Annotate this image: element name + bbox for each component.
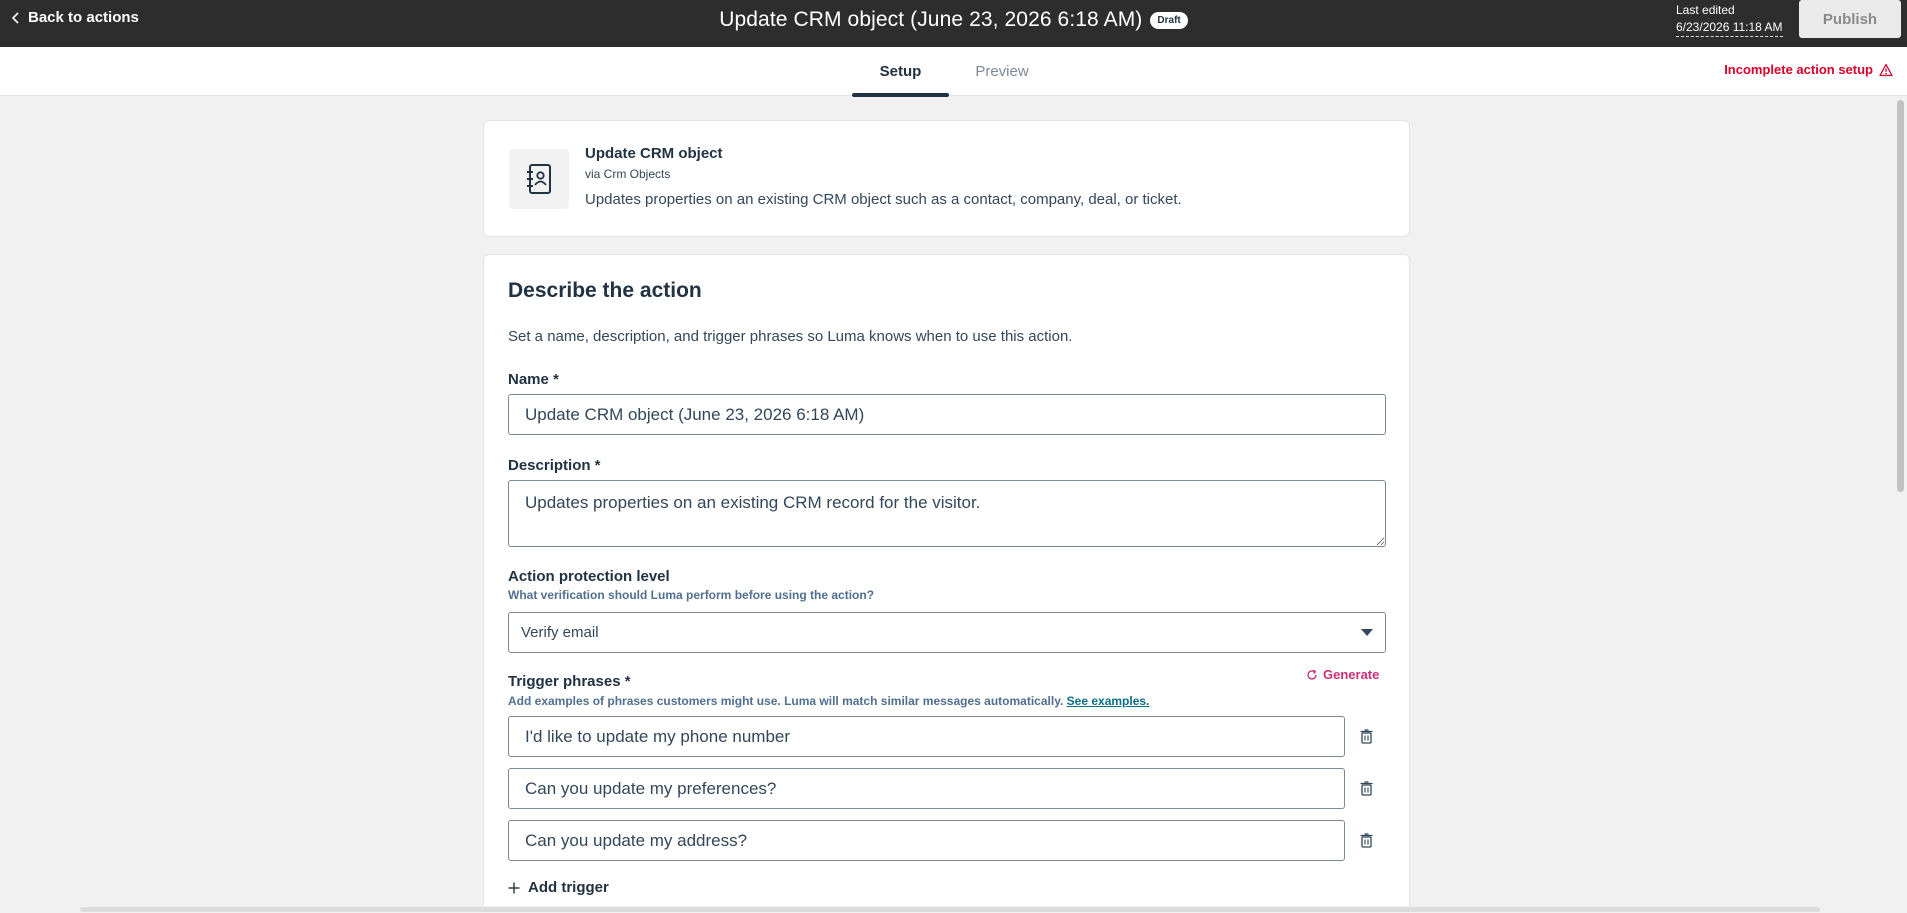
trash-icon [1360, 729, 1373, 744]
protection-level-select[interactable] [508, 612, 1386, 653]
add-trigger-label: Add trigger [528, 879, 609, 896]
add-trigger-button[interactable] [508, 879, 609, 896]
delete-trigger-button[interactable] [1358, 779, 1374, 797]
delete-trigger-button[interactable] [1358, 727, 1374, 745]
top-bar [0, 0, 1907, 47]
protection-level-value: Verify email [521, 624, 599, 641]
status-badge: Draft [1150, 12, 1187, 29]
object-info-card [483, 120, 1410, 237]
tab-preview-label: Preview [975, 63, 1029, 80]
name-label: Name * [508, 371, 559, 388]
tab-bar [0, 47, 1907, 96]
object-description: Updates properties on an existing CRM object such as a contact, company, deal, or ticket. [585, 191, 1182, 208]
trigger-phrases-label: Trigger phrases * [508, 673, 631, 690]
refresh-icon [1306, 669, 1318, 681]
object-icon-tile [509, 149, 569, 209]
contact-book-icon [525, 163, 553, 195]
section-title: Describe the action [508, 279, 702, 302]
publish-button[interactable]: Publish [1799, 0, 1901, 38]
chevron-left-icon [10, 11, 22, 25]
trigger-phrase-input[interactable] [508, 716, 1345, 757]
page-title: Update CRM object (June 23, 2026 6:18 AM) [719, 8, 1143, 31]
last-edited [1676, 2, 1783, 37]
vertical-scrollbar[interactable] [1894, 98, 1907, 913]
main-content [0, 97, 1907, 913]
incomplete-setup-label: Incomplete action setup [1724, 62, 1873, 77]
protection-level-label: Action protection level [508, 568, 670, 585]
title-area [0, 8, 1907, 32]
trash-icon [1360, 833, 1373, 848]
horizontal-scrollbar-thumb[interactable] [80, 907, 1820, 912]
trigger-phrases-hint-text: Add examples of phrases customers might use. Luma will match similar messages automatically. [508, 694, 1064, 708]
last-edited-label: Last edited [1676, 3, 1735, 17]
delete-trigger-button[interactable] [1358, 831, 1374, 849]
tab-setup-label: Setup [879, 63, 922, 80]
description-label: Description * [508, 457, 601, 474]
section-subtitle: Set a name, description, and trigger phrases so Luma knows when to use this action. [508, 328, 1073, 345]
incomplete-setup-warning[interactable] [1724, 62, 1893, 77]
caret-down-icon [1361, 629, 1373, 636]
trigger-phrase-input[interactable] [508, 820, 1345, 861]
trigger-phrases-hint [508, 694, 1149, 708]
object-source: via Crm Objects [585, 167, 671, 181]
name-input[interactable] [508, 394, 1386, 435]
see-examples-link[interactable]: See examples. [1066, 694, 1150, 708]
last-edited-value[interactable]: 6/23/2026 11:18 AM [1676, 19, 1783, 37]
generate-button[interactable] [1306, 667, 1379, 682]
horizontal-scrollbar[interactable] [0, 906, 1894, 913]
protection-level-hint: What verification should Luma perform before using the action? [508, 588, 875, 602]
back-to-actions-label: Back to actions [28, 9, 139, 26]
generate-label: Generate [1323, 667, 1380, 682]
back-to-actions-link[interactable] [10, 9, 139, 26]
tab-setup[interactable] [852, 47, 949, 96]
plus-icon [508, 882, 520, 894]
trigger-phrase-input[interactable] [508, 768, 1345, 809]
object-title: Update CRM object [585, 145, 723, 162]
description-textarea[interactable] [508, 480, 1386, 547]
tab-preview[interactable] [962, 47, 1042, 96]
describe-action-card [483, 254, 1410, 913]
warning-icon [1879, 63, 1893, 77]
scrollbar-thumb[interactable] [1897, 100, 1904, 492]
trash-icon [1360, 781, 1373, 796]
